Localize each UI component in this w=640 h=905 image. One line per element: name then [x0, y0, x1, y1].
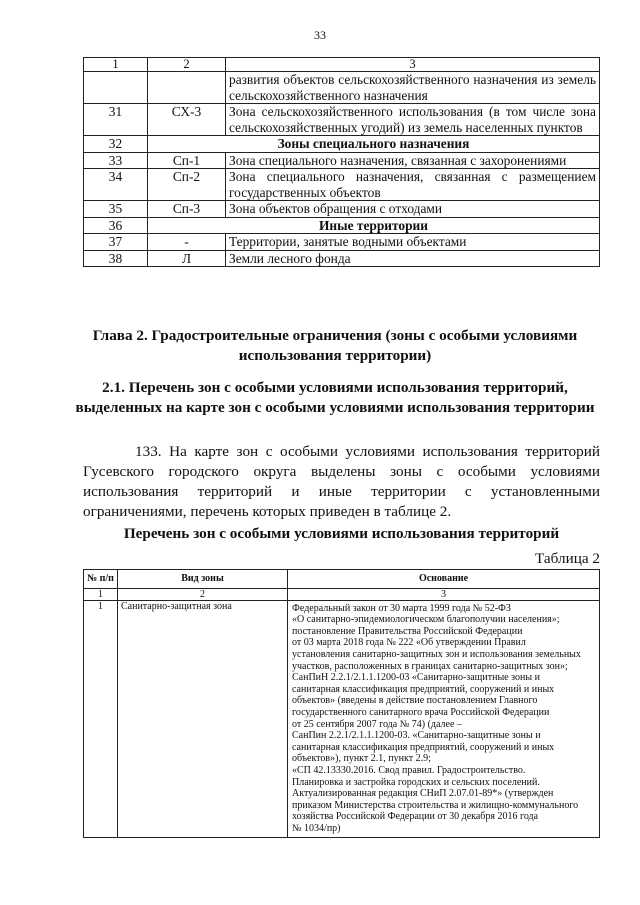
basis-line: «О санитарно-эпидемиологическом благополучии населения»;: [292, 614, 560, 626]
zones-table-row: [84, 250, 600, 267]
zone-name: Зона специального назначения, связанная с размещением государственных объектов: [226, 169, 600, 201]
basis-line: № 1034/пр): [292, 822, 341, 834]
constraints-header-row: [84, 570, 600, 589]
basis-line: участков, расположенных в границах санитарно-защитных зон»;: [292, 660, 568, 672]
basis-line: объектов»), пункт 2.1, пункт 2.9;: [292, 753, 431, 765]
zone-name: Зона специального назначения, связанная с захоронениями: [226, 152, 600, 169]
basis-line: приказом Министерства строительства и жилищно-коммунального: [292, 799, 579, 811]
basis-line: санитарная классификация предприятий, сооружений и иных: [292, 683, 555, 695]
basis-line: от 03 марта 2018 года № 222 «Об утверждении Правил: [292, 637, 526, 649]
zones-header-col-2: 2: [148, 58, 226, 72]
constraints-numbering-row: [84, 588, 600, 600]
zone-number: [84, 72, 148, 104]
constraints-row-kind: Санитарно-защитная зона: [118, 600, 288, 838]
constraints-row-basis: [288, 600, 600, 838]
zones-table-row: [84, 104, 600, 136]
zones-table-row: [84, 72, 600, 104]
zones-table-row: [84, 217, 600, 234]
constraints-header-kind: Вид зоны: [118, 570, 288, 589]
zone-number: 36: [84, 217, 148, 234]
constraints-num-col-3: 3: [288, 588, 600, 600]
basis-line: СанПин 2.2.1/2.1.1.1200-03. «Санитарно-защитные зоны и: [292, 730, 541, 742]
constraints-table: [83, 569, 600, 838]
basis-line: Планировка и застройка городских и сельских поселений.: [292, 776, 540, 788]
zones-table-body: [84, 58, 600, 267]
zone-code: Сп-2: [148, 169, 226, 201]
constraints-header-basis: Основание: [288, 570, 600, 589]
zone-name: Зона объектов обращения с отходами: [226, 201, 600, 218]
zone-name: Земли лесного фонда: [226, 250, 600, 267]
zones-table-header-row: [84, 58, 600, 72]
zone-number: 32: [84, 136, 148, 153]
zone-number: 37: [84, 234, 148, 251]
section-title: 2.1. Перечень зон с особыми условиями использования территорий, выделенных на карте зон с особыми условиями использования территории: [75, 379, 595, 416]
zone-name: Территории, занятые водными объектами: [226, 234, 600, 251]
table2-title: Перечень зон с особыми условиями использования территорий: [123, 525, 560, 542]
zones-table-row: [84, 234, 600, 251]
zone-code: -: [148, 234, 226, 251]
constraints-num-col-2: 2: [118, 588, 288, 600]
basis-line: постановление Правительства Российской Федерации: [292, 625, 523, 637]
zones-header-col-1: 1: [84, 58, 148, 72]
basis-line: «СП 42.13330.2016. Свод правил. Градостроительство.: [292, 764, 526, 776]
zone-name: Зона сельскохозяйственного использования (в том числе зона сельскохозяйственных угодий) из земель населенных пунктов: [226, 104, 600, 136]
page-number: 33: [314, 28, 326, 42]
zone-code: Л: [148, 250, 226, 267]
zones-table-row: [84, 169, 600, 201]
zones-table-row: [84, 136, 600, 153]
zone-group-title: Зоны специального назначения: [148, 136, 600, 153]
zone-code: Сп-1: [148, 152, 226, 169]
constraints-row-num: 1: [84, 600, 118, 838]
zone-number: 34: [84, 169, 148, 201]
basis-line: Федеральный закон от 30 марта 1999 года № 52-ФЗ: [292, 602, 511, 614]
basis-line: хозяйства Российской Федерации от 30 декабря 2016 года: [292, 811, 539, 823]
zone-name: развития объектов сельскохозяйственного назначения из земель сельскохозяйственного назначения: [226, 72, 600, 104]
zone-group-title: Иные территории: [148, 217, 600, 234]
table2-caption: Таблица 2: [535, 550, 600, 567]
zone-code: [148, 72, 226, 104]
constraints-num-col-1: 1: [84, 588, 118, 600]
zone-number: 31: [84, 104, 148, 136]
zones-header-col-3: 3: [226, 58, 600, 72]
zone-number: 38: [84, 250, 148, 267]
zones-table-row: [84, 152, 600, 169]
constraints-header-num: № п/п: [84, 570, 118, 589]
zone-code: Сп-3: [148, 201, 226, 218]
zones-table-row: [84, 201, 600, 218]
zone-code: СХ-3: [148, 104, 226, 136]
basis-line: Актуализированная редакция СНиП 2.07.01-89*» (утвержден: [292, 788, 554, 800]
basis-line: установления санитарно-защитных зон и использования земельных: [292, 648, 581, 660]
basis-line: государственного санитарного врача Российской Федерации: [292, 706, 550, 718]
basis-line: санитарная классификация предприятий, сооружений и иных: [292, 741, 555, 753]
basis-line: объектов» (введены в действие постановлением Главного: [292, 695, 538, 707]
constraints-row: [84, 600, 600, 838]
zone-number: 35: [84, 201, 148, 218]
basis-line: СанПиН 2.2.1/2.1.1.1200-03 «Санитарно-защитные зоны и: [292, 672, 540, 684]
zones-table: [83, 57, 600, 267]
basis-line: от 25 сентября 2007 года № 74) (далее –: [292, 718, 462, 730]
body-paragraph: 133. На карте зон с особыми условиями использования территорий Гусевского городского округа выделены зоны с особыми условиями использования территорий и иные территории с установленными ограничениями, перечень которых приведен в таблице 2.: [83, 443, 600, 520]
chapter-title: Глава 2. Градостроительные ограничения (зоны с особыми условиями использования территории): [92, 327, 578, 364]
zone-number: 33: [84, 152, 148, 169]
